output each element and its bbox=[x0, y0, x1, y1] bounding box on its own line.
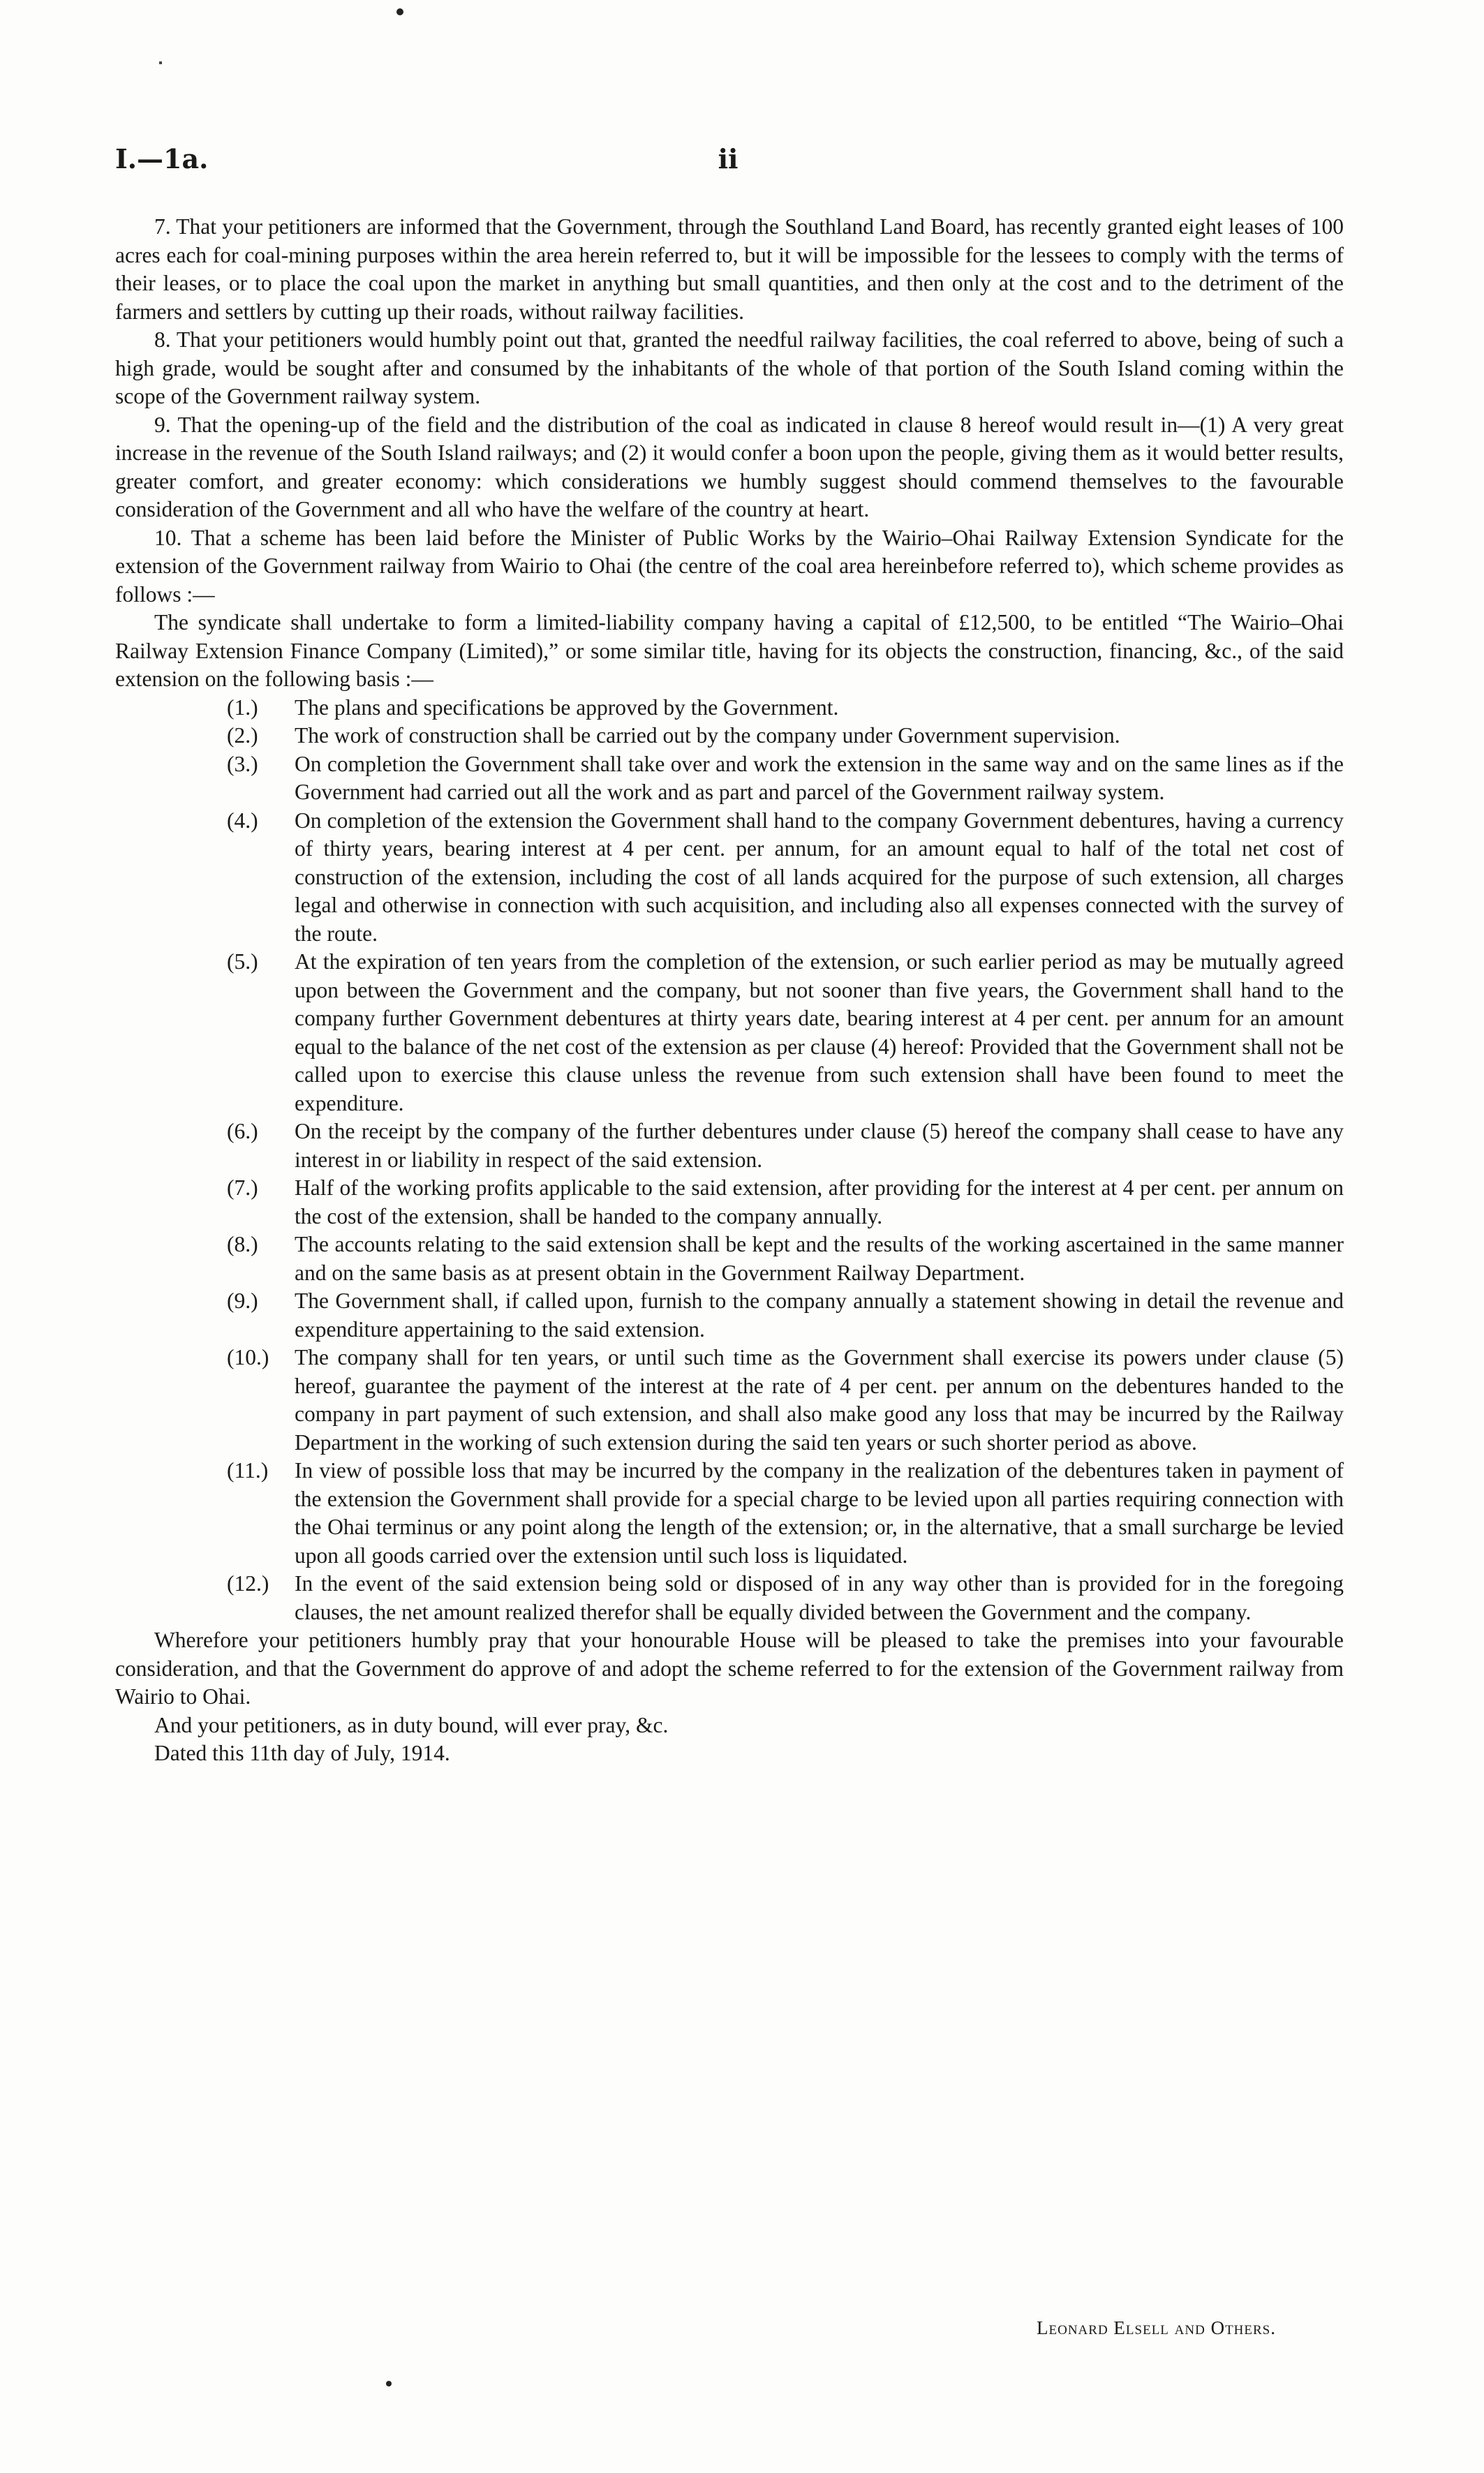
clause-item bbox=[227, 1457, 1344, 1570]
clause-item bbox=[227, 1344, 1344, 1457]
clause-item bbox=[227, 1117, 1344, 1174]
clause-text: The company shall for ten years, or until such time as the Government shall exercise its powers under clause (5) hereof, guarantee the payment of the interest at the rate of 4 per cent. per annum on the debentures handed to the company in part payment of such extension, and shall also make good any loss that may be incurred by the Railway Department in the working of such extension during the said ten years or such shorter period as above. bbox=[295, 1345, 1344, 1455]
page-mark-dot bbox=[396, 8, 403, 15]
clause-number: (3.) bbox=[227, 751, 258, 776]
petition-body bbox=[115, 213, 1344, 1768]
document-reference: I.—1a. bbox=[115, 143, 209, 174]
clause-text: On completion of the extension the Government shall hand to the company Government debentures, having a currency of thirty years, bearing interest at 4 per cent. per annum, for an amount equal to half of the total net cost of construction of the extension, including the cost of all lands acquired for the purpose of such extension, all charges legal and otherwise in connection with such acquisition, and including also all expenses connected with the survey of the route. bbox=[295, 808, 1344, 946]
clause-text: The Government shall, if called upon, furnish to the company annually a statement showing in detail the revenue and expenditure appertaining to the said extension. bbox=[295, 1289, 1344, 1342]
clause-item bbox=[227, 1570, 1344, 1626]
page-number: ii bbox=[718, 143, 739, 174]
page-mark-speck bbox=[159, 61, 162, 64]
paragraph-8: 8. That your petitioners would humbly point out that, granted the needful railway facilities, the coal referred to above, being of such a high grade, would be sought after and consumed by the inhabitants of the whole of that portion of the South Island coming within the scope of the Government railway system. bbox=[115, 327, 1344, 408]
clause-text: On completion the Government shall take over and work the extension in the same way and on the same lines as if the Government had carried out all the work and as part and parcel of the Government railway system. bbox=[295, 751, 1344, 804]
syndicate-paragraph: The syndicate shall undertake to form a limited-liability company having a capital of £12,500, to be entitled “The Wairio–Ohai Railway Extension Finance Company (Limited),” or some similar title, having for its objects the construction, financing, &c., of the said extension on the following basis :— bbox=[115, 610, 1344, 691]
signature: Leonard Elsell and Others. bbox=[1037, 2317, 1276, 2338]
page-mark-dot bbox=[386, 2381, 392, 2386]
clause-number: (10.) bbox=[227, 1345, 269, 1369]
prayer-paragraph: Wherefore your petitioners humbly pray that your honourable House will be pleased to take the premises into your favourable consideration, and that the Government do approve of and adopt the scheme referred to for the extension of the Government railway from Wairio to Ohai. bbox=[115, 1628, 1344, 1709]
clause-item bbox=[227, 1231, 1344, 1287]
clause-text: At the expiration of ten years from the completion of the extension, or such earlier period as may be mutually agreed upon between the Government and the company, but not sooner than five years, the Government shall hand to the company further Government debentures at thirty years date, bearing interest at 4 per cent. per annum for an amount equal to the balance of the net cost of the extension as per clause (4) hereof: Provided that the Government shall not be called upon to exercise this clause unless the revenue from such extension shall have been found to meet the expenditure. bbox=[295, 949, 1344, 1115]
scheme-clauses bbox=[115, 694, 1344, 1627]
clause-number: (4.) bbox=[227, 808, 258, 833]
clause-number: (11.) bbox=[227, 1458, 269, 1483]
clause-text: The work of construction shall be carried out by the company under Government supervision. bbox=[295, 723, 1120, 748]
clause-text: In the event of the said extension being sold or disposed of in any way other than is provided for in the foregoing clauses, the net amount realized therefor shall be equally divided between the Government and the company. bbox=[295, 1571, 1344, 1624]
page-header bbox=[115, 143, 1341, 185]
clause-item bbox=[227, 807, 1344, 949]
clause-item bbox=[227, 722, 1344, 750]
clause-item bbox=[227, 1287, 1344, 1344]
clause-number: (1.) bbox=[227, 695, 258, 720]
clause-item bbox=[227, 1174, 1344, 1231]
clause-item bbox=[227, 750, 1344, 807]
clause-text: On the receipt by the company of the further debentures under clause (5) hereof the company shall cease to have any interest in or liability in respect of the said extension. bbox=[295, 1119, 1344, 1172]
clause-number: (7.) bbox=[227, 1175, 258, 1200]
clause-number: (5.) bbox=[227, 949, 258, 974]
clause-number: (8.) bbox=[227, 1232, 258, 1256]
clause-number: (12.) bbox=[227, 1571, 269, 1596]
clause-text: The accounts relating to the said extension shall be kept and the results of the working ascertained in the same manner and on the same basis as at present obtain in the Government Railway Department. bbox=[295, 1232, 1344, 1285]
clause-number: (9.) bbox=[227, 1289, 258, 1313]
dated-line: Dated this 11th day of July, 1914. bbox=[154, 1741, 450, 1765]
paragraph-9: 9. That the opening-up of the field and the distribution of the coal as indicated in clause 8 hereof would result in—(1) A very great increase in the revenue of the South Island railways; and (2) it would confer a boon upon the people, giving them as it would better results, greater comfort, and greater economy: which considerations we humbly suggest should commend themselves to the favourable consideration of the Government and all who have the welfare of the country at heart. bbox=[115, 412, 1344, 521]
paragraph-7: 7. That your petitioners are informed that the Government, through the Southland Land Board, has recently granted eight leases of 100 acres each for coal-mining purposes within the area herein referred to, but it will be impossible for the lessees to comply with the terms of their leases, or to place the coal upon the market in anything but small quantities, and then only at the cost and to the detriment of the farmers and settlers by cutting up their roads, without railway facilities. bbox=[115, 214, 1344, 324]
clause-text: The plans and specifications be approved by the Government. bbox=[295, 695, 839, 720]
clause-item bbox=[227, 694, 1344, 722]
clause-item bbox=[227, 948, 1344, 1117]
clause-text: Half of the working profits applicable to the said extension, after providing for the interest at 4 per cent. per annum on the cost of the extension, shall be handed to the company annually. bbox=[295, 1175, 1344, 1228]
paragraph-10: 10. That a scheme has been laid before the Minister of Public Works by the Wairio–Ohai Railway Extension Syndicate for the extension of the Government railway from Wairio to Ohai (the centre of the coal area hereinbefore referred to), which scheme provides as follows :— bbox=[115, 525, 1344, 607]
clause-text: In view of possible loss that may be incurred by the company in the realization of the debentures taken in payment of the extension the Government shall provide for a special charge to be levied upon all parties requiring connection with the Ohai terminus or any point along the length of the extension; or, in the alternative, that a small surcharge be levied upon all goods carried over the extension until such loss is liquidated. bbox=[295, 1458, 1344, 1568]
clause-number: (6.) bbox=[227, 1119, 258, 1143]
duty-bound-line: And your petitioners, as in duty bound, will ever pray, &c. bbox=[154, 1712, 669, 1737]
clause-number: (2.) bbox=[227, 723, 258, 748]
